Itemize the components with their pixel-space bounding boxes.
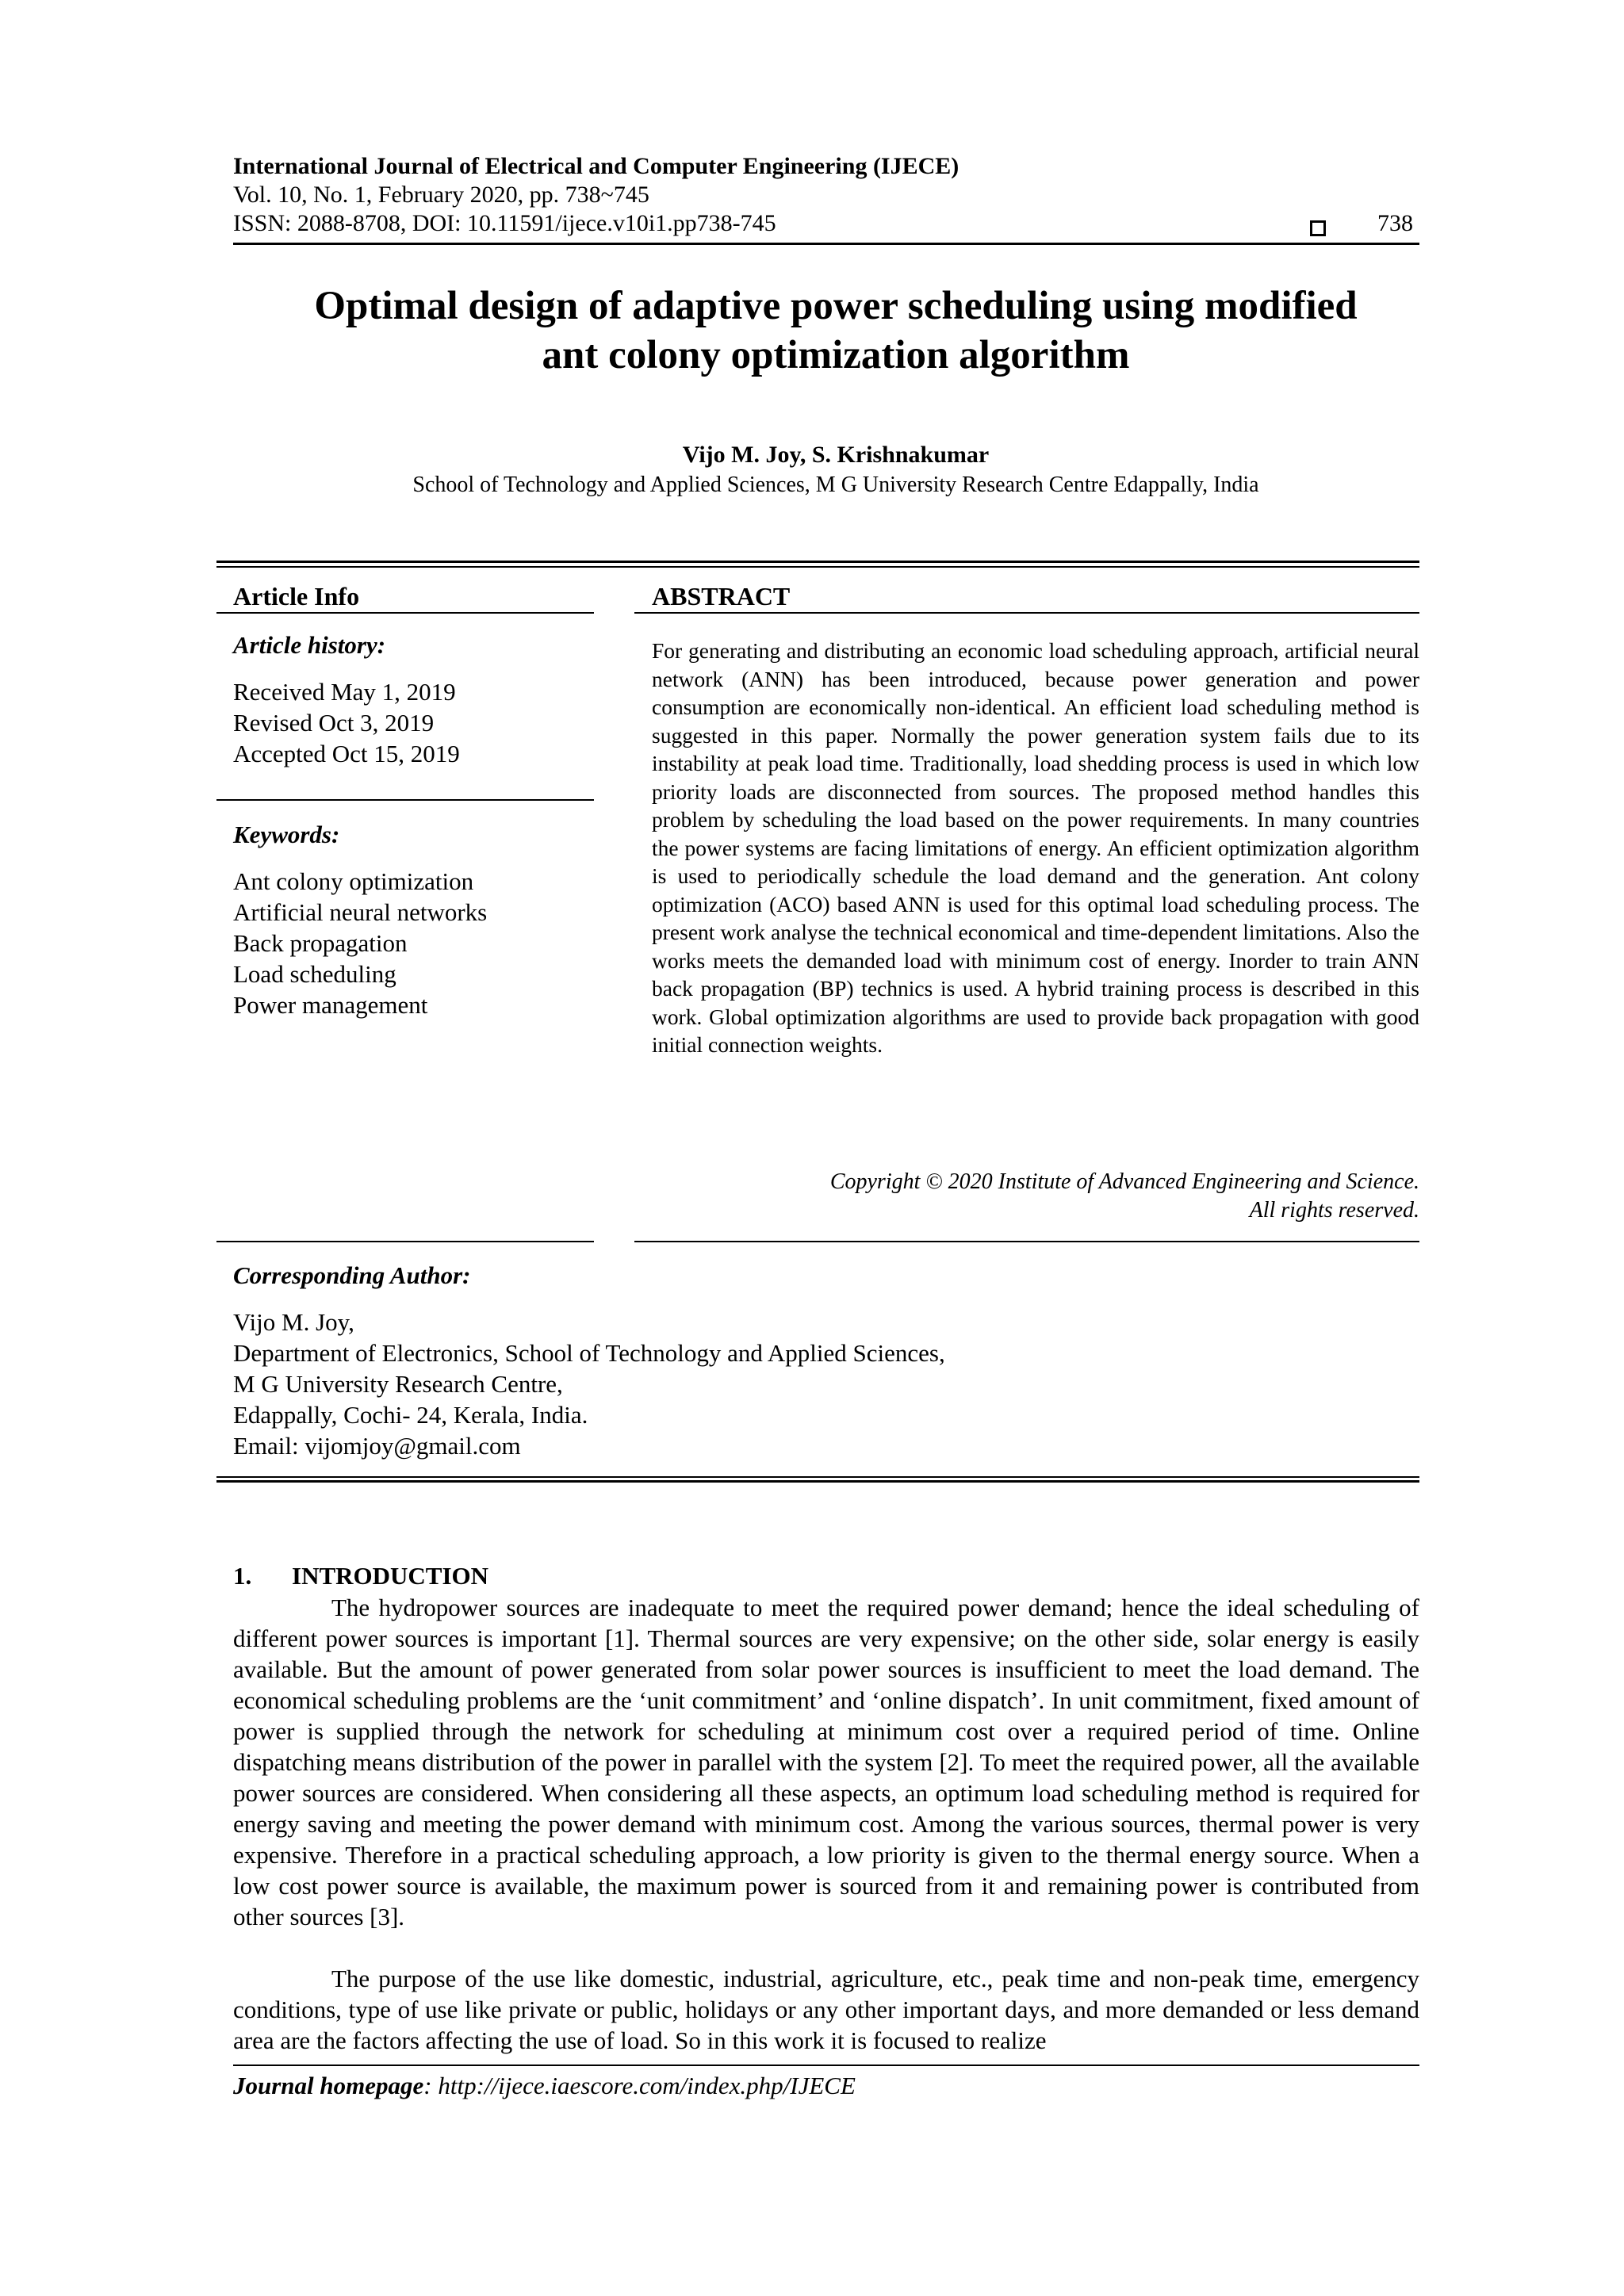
history-rule — [216, 799, 594, 801]
received-date: Received May 1, 2019 — [233, 678, 456, 706]
paper-title-line2: ant colony optimization algorithm — [542, 333, 1130, 377]
article-info-rule — [216, 612, 594, 614]
footer-rule — [233, 2064, 1419, 2066]
homepage-label: Journal homepage — [233, 2072, 424, 2099]
journal-homepage — [233, 2071, 856, 2101]
introduction-heading — [233, 1561, 488, 1591]
abstract-text: For generating and distributing an economic load scheduling approach, artificial neural network (ANN) has been introduced, because power generation and power consumption are economically non-identical. An efficient load scheduling method is suggested in this paper. Normally the power generation system fails due to its instability at peak load time. Traditionally, load shedding process is used in which low priority loads are disconnected from sources. The proposed method handles this problem by scheduling the load based on the power requirements. In many countries the power systems are facing limitations of energy. An efficient optimization algorithm is used to periodically schedule the load demand and the generation. Ant colony optimization (ACO) based ANN is used for this optimal load scheduling process. The present work analyse the technical economical and time-dependent limitations. Also the works meets the demanded load with minimum cost of energy. Inorder to train ANN back propagation (BP) technics is used. A hybrid training process is described in this work. Global optimization algorithms are used to provide back propagation with good initial connection weights. — [652, 638, 1419, 1057]
corresponding-address: Edappally, Cochi- 24, Kerala, India. — [233, 1401, 588, 1429]
keywords-label: Keywords: — [233, 821, 340, 848]
header-rule — [233, 243, 1419, 245]
intro-paragraph-1: The hydropower sources are inadequate to meet the required power demand; hence the ideal scheduling of different power sources is important [1]. Thermal sources are very expensive; on the other side, solar energy is easily available. But the amount of power generated from solar power sources is insufficient to meet the load demand. The economical scheduling problems are the ‘unit commitment’ and ‘online dispatch’. In unit commitment, fixed amount of power is supplied through the network for scheduling at minimum cost over a required period of time. Online dispatching means distribution of the power in parallel with the system [2]. To meet the required power, all the available power sources are considered. When considering all these aspects, an optimum load scheduling method is required for energy saving and meeting the power demand with minimum cost. Among the various sources, thermal power is very expensive. Therefore in a practical scheduling approach, a low priority is given to the thermal energy source. When a low cost power source is available, the maximum power is sourced from it and remaining power is contributed from other sources [3]. — [233, 1594, 1419, 1931]
intro-paragraph-2: The purpose of the use like domestic, industrial, agriculture, etc., peak time and non-peak time, emergency conditions, type of use like private or public, holidays or any other important days, and more demanded or less demand area are the factors affecting the use of load. So in this work it is focused to realize — [233, 1965, 1419, 2054]
issn-doi: ISSN: 2088-8708, DOI: 10.11591/ijece.v10i1.pp738-745 — [233, 210, 776, 236]
homepage-url[interactable]: : http://ijece.iaescore.com/index.php/IJECE — [423, 2072, 856, 2099]
section-title: INTRODUCTION — [292, 1562, 489, 1590]
keyword-item: Back propagation — [233, 929, 408, 957]
section-number: 1. — [233, 1562, 252, 1590]
corresponding-centre: M G University Research Centre, — [233, 1370, 563, 1398]
page-number: 738 — [1377, 210, 1413, 236]
corresponding-author-label: Corresponding Author: — [233, 1261, 471, 1289]
accepted-date: Accepted Oct 15, 2019 — [233, 740, 460, 767]
volume-info: Vol. 10, No. 1, February 2020, pp. 738~745 — [233, 182, 649, 208]
abstract-bottom-rule — [634, 1241, 1419, 1242]
journal-name: International Journal of Electrical and Computer Engineering (IJECE) — [233, 153, 959, 179]
corresponding-email: Email: vijomjoy@gmail.com — [233, 1432, 521, 1460]
keyword-item: Load scheduling — [233, 960, 396, 988]
abstract-rule — [634, 612, 1419, 614]
authors: Vijo M. Joy, S. Krishnakumar — [682, 442, 990, 468]
box-top-rule-1 — [216, 561, 1419, 563]
keyword-item: Ant colony optimization — [233, 867, 474, 895]
keywords-bottom-rule — [216, 1241, 594, 1242]
keyword-item: Artificial neural networks — [233, 898, 488, 926]
article-info-heading: Article Info — [233, 582, 360, 610]
keyword-item: Power management — [233, 991, 428, 1019]
page-box-icon — [1310, 220, 1326, 236]
corresponding-name: Vijo M. Joy, — [233, 1308, 354, 1336]
box-bottom-rule-2 — [216, 1480, 1419, 1483]
affiliation: School of Technology and Applied Sciences, M G University Research Centre Edappally, India — [412, 473, 1259, 497]
box-top-rule-2 — [216, 566, 1419, 568]
article-history-label: Article history: — [233, 631, 386, 659]
abstract-heading: ABSTRACT — [652, 582, 791, 610]
revised-date: Revised Oct 3, 2019 — [233, 709, 435, 737]
copyright-line2: All rights reserved. — [1249, 1198, 1419, 1223]
paper-title-line1: Optimal design of adaptive power scheduling using modified — [314, 284, 1358, 328]
copyright-line1: Copyright © 2020 Institute of Advanced Engineering and Science. — [829, 1169, 1419, 1194]
box-bottom-rule-1 — [216, 1476, 1419, 1478]
corresponding-department: Department of Electronics, School of Technology and Applied Sciences, — [233, 1339, 945, 1367]
